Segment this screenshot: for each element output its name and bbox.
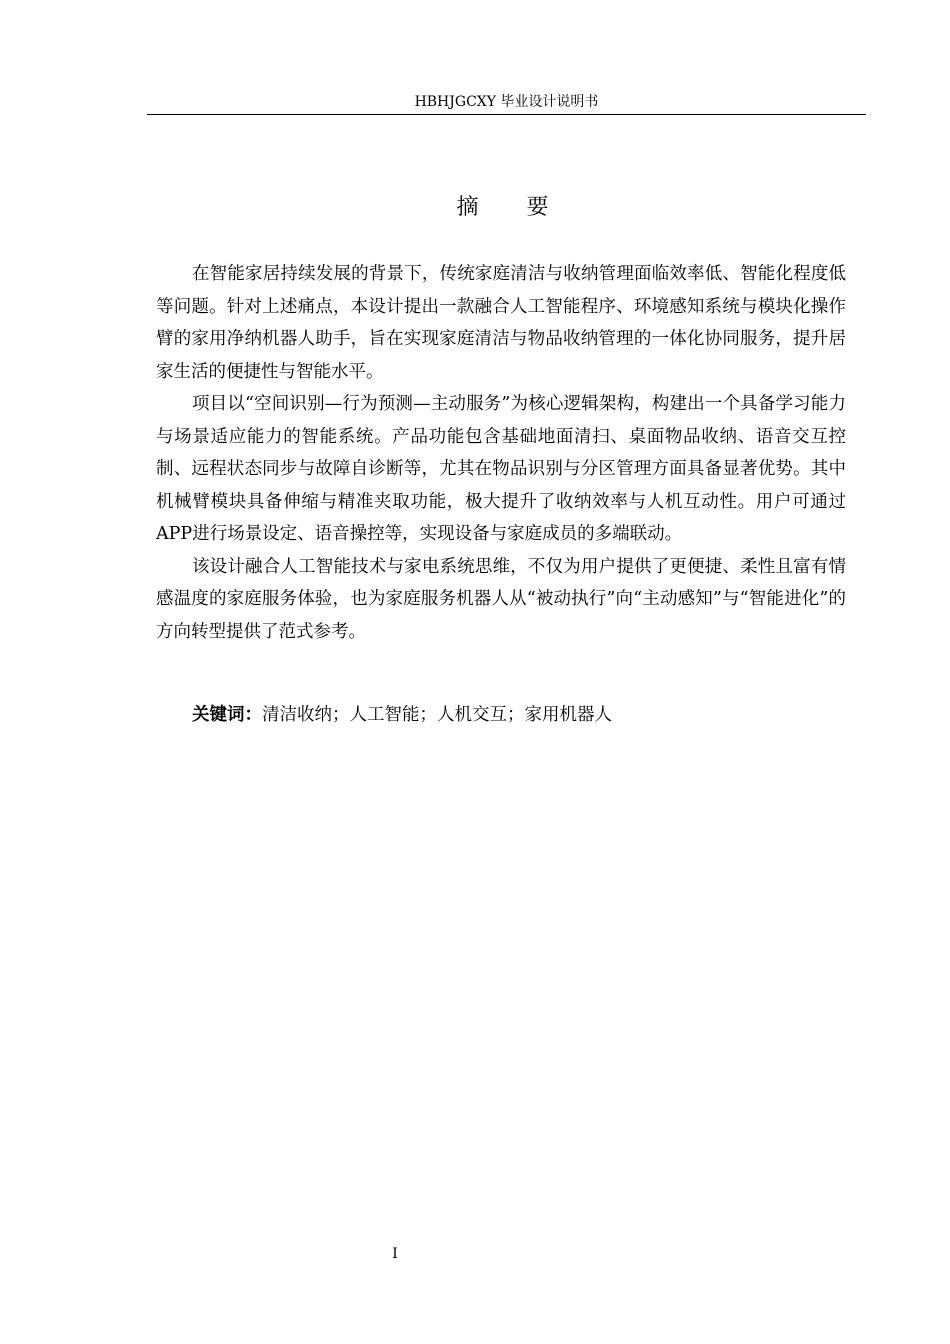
title-char-2: 要 — [526, 195, 549, 220]
keywords-label: 关键词： — [192, 705, 262, 725]
page-header — [147, 92, 866, 115]
keywords-value: 清洁收纳；人工智能；人机交互；家用机器人 — [262, 705, 612, 725]
page-number: I — [392, 1246, 398, 1262]
title-char-1: 摘 — [456, 195, 479, 220]
abstract-paragraph-2: 项目以“空间识别—行为预测—主动服务”为核心逻辑架构，构建出一个具备学习能力与场景适应能力的智能系统。产品功能包含基础地面清扫、桌面物品收纳、语音交互控制、远程状态同步与故障自诊断等，尤其在物品识别与分区管理方面具备显著优势。其中机械臂模块具备伸缩与精准夹取功能，极大提升了收纳效率与人机互动性。用户可通过APP进行场景设定、语音操控等，实现设备与家庭成员的多端联动。 — [156, 394, 846, 544]
header-text: HBHJGCXY 毕业设计说明书 — [414, 94, 599, 110]
abstract-body — [156, 258, 846, 648]
abstract-paragraph-1: 在智能家居持续发展的背景下，传统家庭清洁与收纳管理面临效率低、智能化程度低等问题。针对上述痛点，本设计提出一款融合人工智能程序、环境感知系统与模块化操作臂的家用净纳机器人助手，旨在实现家庭清洁与物品收纳管理的一体化协同服务，提升居家生活的便捷性与智能水平。 — [156, 264, 846, 382]
abstract-paragraph-3: 该设计融合人工智能技术与家电系统思维，不仅为用户提供了更便捷、柔性且富有情感温度的家庭服务体验，也为家庭服务机器人从“被动执行”向“主动感知”与“智能进化”的方向转型提供了范式参考。 — [156, 556, 846, 642]
keywords-line — [192, 700, 852, 730]
page-title — [0, 193, 950, 223]
